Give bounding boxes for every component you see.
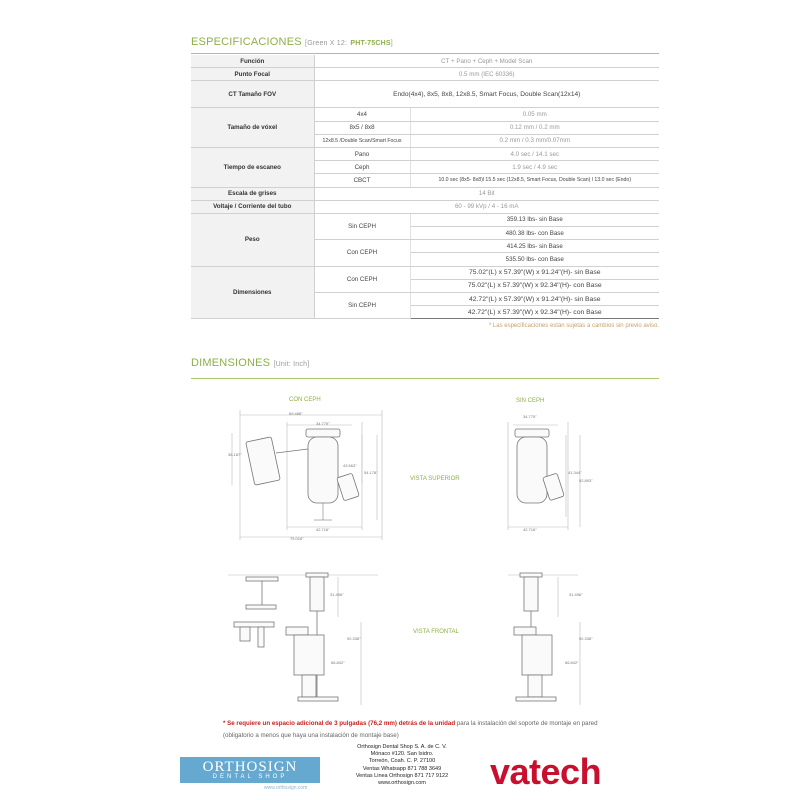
top-view-con-ceph-drawing: [222, 405, 407, 545]
sub-label: Con CEPH: [314, 240, 410, 266]
vista-superior-label: VISTA SUPERIOR: [410, 476, 460, 482]
row-value-punto-focal: 0.5 mm (IEC 60336): [314, 68, 659, 81]
row-label-fov: CT Tamaño FOV: [191, 81, 314, 108]
installation-note: * Se requiere un espacio adicional de 3 pulgadas (76,2 mm) detrás de la unidad para la instalación del soporte de montaje en pared: [223, 720, 598, 727]
table-row: [191, 213, 659, 226]
dim-con-w-base: 42.716": [316, 527, 330, 532]
table-row: [191, 187, 659, 200]
sub-label: Ceph: [314, 161, 410, 174]
sub-value: 75.02"(L) x 57.39"(W) x 91.24"(H)- sin Base: [410, 266, 659, 279]
sub-value: 0.2 mm / 0.3 mm/0.07mm: [410, 134, 659, 147]
sub-label: Con CEPH: [314, 266, 410, 292]
sub-value: 535.50 lbs- con Base: [410, 253, 659, 266]
company-address: Orthosign Dental Shop S. A. de C. V. Mónaco #120. San Isidro. Torreón, Coah. C. P. 27100 Ventas Whatsapp 871 788 3649 Ventas Linea Orthosign 871 717 9122 www.orthosign.com: [355, 744, 449, 787]
sub-label: Sin CEPH: [314, 213, 410, 239]
dim-sin-w-head: 34.775": [523, 414, 537, 419]
spec-table: [191, 55, 659, 319]
sin-ceph-label: SIN CEPH: [516, 398, 545, 404]
dim-con-w-full: 75.016": [290, 536, 304, 541]
con-ceph-label: CON CEPH: [289, 397, 321, 403]
row-label-dimensiones: Dimensiones: [191, 266, 314, 319]
table-row: [191, 200, 659, 213]
row-label-peso: Peso: [191, 213, 314, 266]
sub-label: 8x5 / 8x8: [314, 121, 410, 134]
front-view-sin-ceph-drawing: [508, 567, 588, 707]
sub-label: Sin CEPH: [314, 293, 410, 319]
top-view-sin-ceph-drawing: [498, 405, 588, 545]
sub-value: 0.05 mm: [410, 108, 659, 121]
dim-con-h1: 43.563": [343, 463, 357, 468]
dims-title-rule: [191, 378, 659, 379]
vista-frontal-label: VISTA FRONTAL: [413, 629, 459, 635]
sub-value: 10.0 sec (8x5- 8x8)l 15.5 sec (12x8.5, Smart Focus, Double Scan) l 13.0 sec (Endo): [410, 174, 659, 187]
row-value-funcion: CT + Pano + Ceph + Model Scan: [314, 55, 659, 68]
dim-con-w-head: 34.775": [316, 421, 330, 426]
sub-label: 4x4: [314, 108, 410, 121]
sub-value: 75.02"(L) x 57.39"(W) x 92.34"(H)- con Base: [410, 279, 659, 292]
row-value-grises: 14 Bit: [314, 187, 659, 200]
sub-label: Pano: [314, 147, 410, 160]
sub-value: 42.72"(L) x 57.39"(W) x 91.24"(H)- sin Base: [410, 293, 659, 306]
dim-front-sin-h1: 31.496": [569, 592, 583, 597]
row-label-punto-focal: Punto Focal: [191, 68, 314, 81]
dim-sin-h1: 41.344": [568, 470, 582, 475]
orthosign-name: ORTHOSIGN: [202, 759, 298, 775]
dim-con-h-side: 38.187": [228, 452, 242, 457]
orthosign-sub: DENTAL SHOP: [212, 774, 288, 780]
dim-front-con-h1: 31.496": [330, 592, 344, 597]
row-label-voxel: Tamaño de vóxel: [191, 108, 314, 148]
dim-sin-h2: 52.893": [579, 478, 593, 483]
table-row: [191, 266, 659, 279]
dim-con-h2: 54.178": [364, 470, 378, 475]
installation-note-line2: (obligatorio a menos que haya una instalación de montaje base): [223, 732, 399, 739]
spec-note: * Las especificaciones están sujetas a cambios sin previo aviso.: [488, 323, 659, 329]
sub-value: 414.25 lbs- sin Base: [410, 240, 659, 253]
row-value-voltaje: 60 - 99 kVp / 4 - 16 mA: [314, 200, 659, 213]
sub-value: 480.38 lbs- con Base: [410, 227, 659, 240]
vatech-logo: vatech: [490, 751, 602, 792]
row-label-grises: Escala de grises: [191, 187, 314, 200]
dim-front-sin-h2: 92.338": [579, 636, 593, 641]
table-row: [191, 55, 659, 68]
spec-section-title: ESPECIFICACIONES [Green X 12: PHT-75CHS]: [191, 36, 393, 48]
dims-section-title: DIMENSIONES [Unit: Inch]: [191, 357, 310, 369]
orthosign-url: www.orthosign.com: [264, 785, 308, 791]
sub-label: 12x8.5 /Double Scan/Smart Focus: [314, 134, 410, 147]
table-row: [191, 68, 659, 81]
front-view-con-ceph-drawing: [228, 567, 388, 707]
dim-front-con-h2: 92.338": [347, 636, 361, 641]
table-row: [191, 81, 659, 108]
sub-value: 42.72"(L) x 57.39"(W) x 92.34"(H)- con Base: [410, 306, 659, 319]
row-label-tiempo: Tiempo de escaneo: [191, 147, 314, 187]
row-label-funcion: Función: [191, 55, 314, 68]
sub-value: 1.9 sec / 4.9 sec: [410, 161, 659, 174]
table-row: [191, 108, 659, 121]
sub-value: 359.13 lbs- sin Base: [410, 213, 659, 226]
sub-value: 4.0 sec / 14.1 sec: [410, 147, 659, 160]
orthosign-logo: [180, 757, 320, 793]
dim-sin-w-base: 42.716": [523, 527, 537, 532]
table-row: [191, 147, 659, 160]
sub-label: CBCT: [314, 174, 410, 187]
row-label-voltaje: Voltaje / Corriente del tubo: [191, 200, 314, 213]
dim-con-w-total: 69.488": [289, 411, 303, 416]
dim-front-con-h3: 66.842": [331, 660, 345, 665]
spec-title-rule: [191, 53, 659, 54]
dim-front-sin-h3: 66.842": [565, 660, 579, 665]
sub-value: 0.12 mm / 0.2 mm: [410, 121, 659, 134]
row-value-fov: Endo(4x4), 8x5, 8x8, 12x8.5, Smart Focus, Double Scan(12x14): [314, 81, 659, 108]
